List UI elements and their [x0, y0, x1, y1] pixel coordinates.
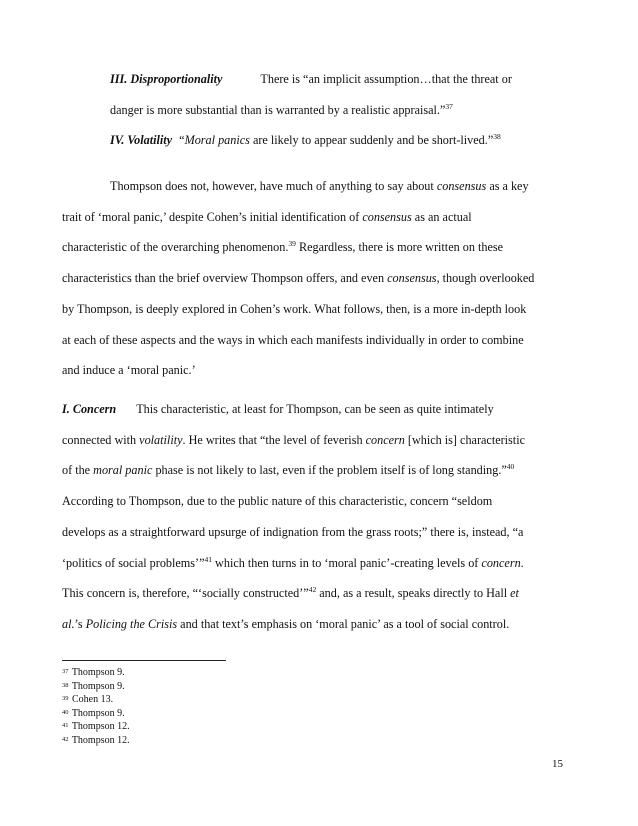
paragraph-line: by Thompson, is deeply explored in Cohen’s work. What follows, then, is a more in-depth look	[62, 301, 527, 316]
concern-heading: I. Concern	[62, 402, 117, 416]
paragraph-line: at each of these aspects and the ways in which each manifests individually in order to combine	[62, 332, 524, 347]
paragraph-line: characteristic of the overarching phenomenon.$^{39}$ Regardless, there is more written on these	[62, 239, 504, 255]
footnote-divider	[62, 660, 226, 661]
footnote-ref: 41	[204, 554, 212, 564]
volatility-line: IV. Volatility “Moral panics are likely to appear suddenly and be short-lived.”$^{38}$	[110, 132, 501, 148]
paragraph-line: develops as a straightforward upsurge of indignation from the grass roots;” there is, instead, “a	[62, 524, 524, 539]
footnote-ref: 37	[445, 101, 453, 111]
footnote-ref: 39	[288, 239, 296, 249]
paragraph-line: and induce a ‘moral panic.’	[62, 363, 196, 378]
footnote: $^{39}$ Cohen 13.	[62, 694, 114, 705]
disproportionality-line-1: III. Disproportionality There is “an implicit assumption…that the threat or	[110, 72, 512, 86]
paragraph-line: al.’s Policing the Crisis and that text’s emphasis on ‘moral panic’ as a tool of social control.	[62, 616, 510, 631]
footnotes	[62, 666, 130, 747]
paragraph-line: This concern is, therefore, “‘socially constructed’”$^{42}$ and, as a result, speaks directly to Hall et	[62, 585, 519, 601]
paragraph-line: Thompson does not, however, have much of anything to say about consensus as a key	[110, 179, 529, 193]
thompson-paragraph	[62, 171, 582, 386]
paragraph-line: According to Thompson, due to the public nature of this characteristic, concern “seldom	[62, 494, 493, 509]
paragraph-line: of the moral panic phase is not likely to last, even if the problem itself is of long standing.”$^{40}$	[62, 462, 515, 478]
footnote-ref: 42	[308, 585, 317, 595]
paragraph-line: connected with volatility. He writes that “the level of feverish concern [which is] characteristic	[62, 432, 525, 447]
paragraph-line: trait of ‘moral panic,’ despite Cohen’s initial identification of consensus as an actual	[62, 209, 472, 224]
footnote: $^{41}$ Thompson 12.	[62, 721, 130, 732]
footnote-ref: 40	[506, 462, 515, 472]
disproportionality-heading: III. Disproportionality	[110, 72, 223, 86]
paragraph-line: I. Concern This characteristic, at least for Thompson, can be seen as quite intimately	[62, 402, 494, 416]
paragraph-line: ‘politics of social problems’”$^{41}$ which then turns in to ‘moral panic’-creating levels of concern.	[62, 554, 524, 570]
footnote: $^{40}$ Thompson 9.	[62, 707, 125, 719]
footnote-ref: 38	[493, 132, 501, 142]
footnote: $^{42}$ Thompson 12.	[62, 734, 130, 746]
volatility-heading: IV. Volatility	[110, 133, 173, 148]
concern-paragraph	[62, 394, 582, 640]
paragraph-line: characteristics than the brief overview Thompson offers, and even consensus, though overlooked	[62, 271, 535, 286]
page-number: 15	[552, 758, 563, 770]
footnote: $^{38}$ Thompson 9.	[62, 680, 125, 692]
disproportionality-line-2: danger is more substantial than is warranted by a realistic appraisal.”$^{37}$	[110, 101, 453, 117]
characteristics-list	[62, 64, 582, 156]
footnote: $^{37}$ Thompson 9.	[62, 667, 125, 678]
